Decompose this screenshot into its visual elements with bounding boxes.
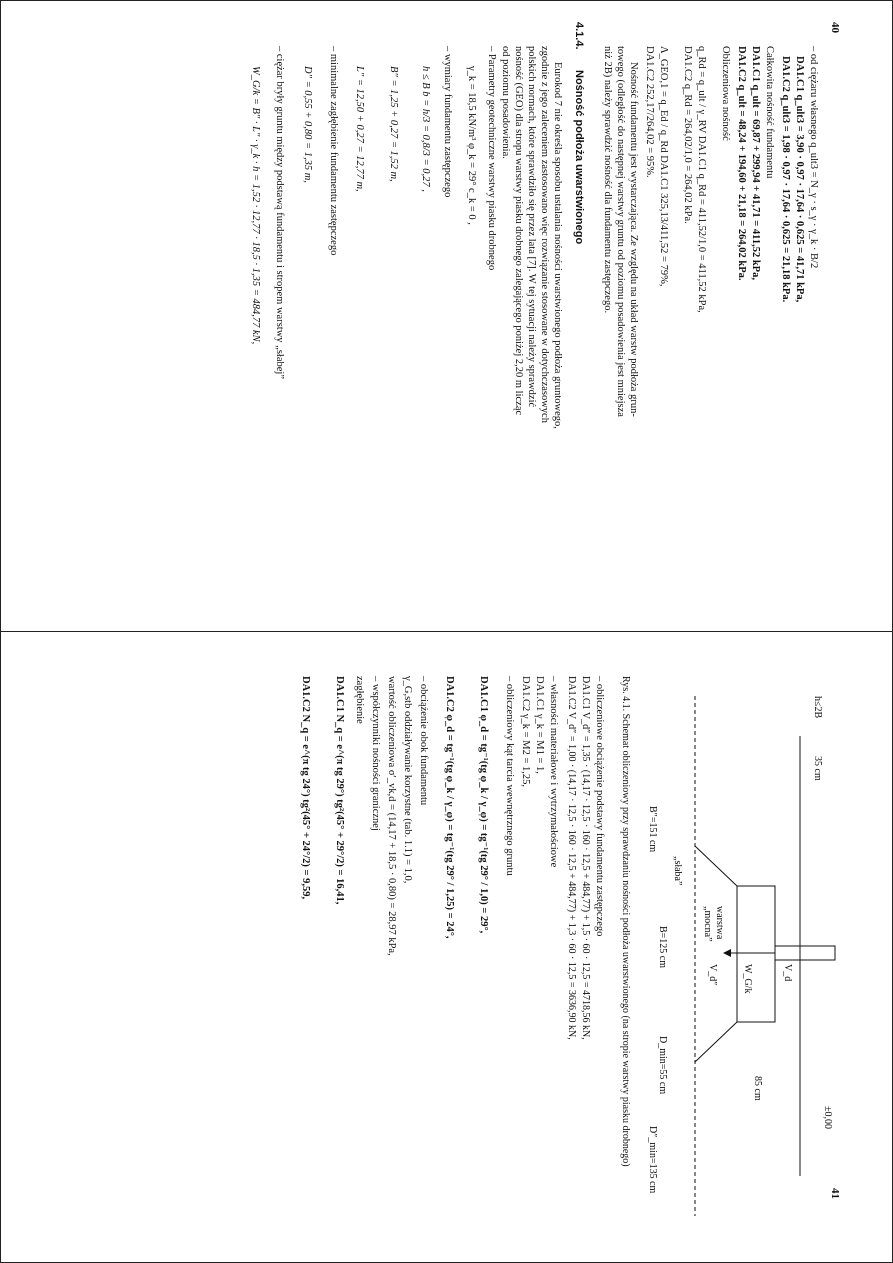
text-line: – obciążenie obok fundamentu — [418, 676, 429, 806]
text-line: DA1.C2 q_ult = 48,24 + 194,60 + 21,18 = 264,02 kPa. — [736, 46, 747, 281]
section-number: 4.1.4. — [573, 22, 585, 50]
formula-line: h ≤ B b = h/3 = 0,8/3 = 0,27 , — [420, 66, 431, 192]
text-line: – od ciężaru własnego q_ult3 = N_γ · s_γ · γ_k · B/2 — [808, 46, 819, 269]
formula-line: DA1.C1 φ_d = tg⁻¹(tg φ_k / γ_φ) = tg⁻¹(tg 29° / 1,0) = 29°, — [478, 676, 489, 934]
label-strong: „mocna” — [702, 906, 713, 942]
formula-line: DA1.C2 q_Rd = 264,02/1,0 = 264,02 kPa. — [682, 46, 693, 224]
text-line: od poziomu posadowienia. — [500, 46, 511, 159]
text-line: Eurokod 7 nie określa sposobu ustalania nośności uwarstwionego podłoża gruntowego, — [552, 62, 563, 429]
formula-line: L″ = 12,50 + 0,27 = 12,77 m, — [354, 66, 365, 192]
text-line: – minimalne zagłębienie fundamentu zastępczego — [328, 46, 339, 256]
text-line: – współczynniki nośności granicznej — [370, 676, 381, 831]
label-layer: warstwa — [714, 906, 725, 940]
page-divider — [0, 631, 893, 632]
text-line: Całkowita nośność fundamentu — [764, 46, 775, 179]
label-wg: W_G/k — [742, 964, 753, 994]
text-line: γ_G,stb oddziaływanie korzystne (tab. 1.1) = 1,0, — [402, 676, 413, 884]
column — [775, 946, 835, 960]
label-vd2: V_d″ — [707, 964, 718, 986]
label-h2b: h≤2B — [812, 696, 823, 719]
label-dmin: D_min=55 cm — [657, 1036, 668, 1095]
label-depth: 85 cm — [752, 1076, 763, 1101]
formula-line: DA1.C2 252,17/264,02 = 95%. — [644, 46, 655, 178]
label-weak: „słaba” — [672, 856, 683, 886]
formula-line: Λ_GEO,1 = q_Ed / q_Rd DA1.C1 325,13/411,52 = 79%, — [658, 46, 669, 287]
formula-line: B″ = 1,25 + 0,27 = 1,52 m, — [388, 66, 399, 182]
figure-4-1 — [645, 656, 845, 1256]
formula-line: D″ = 0,55 + 0,80 = 1,35 m, — [302, 66, 313, 183]
text-line: – obliczeniowe obciążenie podstawy fundamentu zastępczego — [594, 676, 605, 937]
label-b: B=125 cm — [657, 926, 668, 969]
label-zero: ±0,00 — [822, 1106, 833, 1129]
spread-left — [695, 846, 737, 886]
text-line: zgodnie z jego zaleceniem zastosowano więc rozwiązanie stosowane w dotychczasowych — [539, 46, 550, 423]
text-line: DA1.C2 q_ult3 = 1,98 · 0,97 · 17,64 · 0,625 = 21,18 kPa. — [780, 56, 791, 303]
text-line: – wymiary fundamentu zastępczego — [442, 46, 453, 198]
text-line: niż 2B) należy sprawdzić nośność dla fundamentu zastępczego. — [602, 46, 613, 314]
section-title: Nośność podłoża uwarstwionego — [573, 70, 585, 245]
text-line: – obliczeniowy kąt tarcia wewnętrznego gruntu — [504, 676, 515, 876]
text-line: – własności materiałowe i wytrzymałościowe — [548, 676, 559, 868]
text-line: – ciężar bryły gruntu między podstawą fundamentu i stropem warstwy „słabej” — [274, 46, 285, 379]
text-line: – Parametry geotechniczne warstwy piasku drobnego — [486, 46, 497, 271]
label-35: 35 cm — [812, 756, 823, 781]
spread-right — [695, 1022, 737, 1062]
formula-line: DA1.C1 N_q = e^(π tg 29°) tg²(45° + 29°/2) = 16,41, — [334, 676, 345, 905]
label-d2min: D″_min=135 cm — [647, 1126, 658, 1194]
label-vd: V_d — [782, 964, 793, 982]
formula-line: DA1.C1 V_d″ = 1,35 · (14,17 · 12,5 · 160 · 12,5 + 484,77) + 1,5 · 60 · 12,5 = 4718,56 kN, — [580, 676, 591, 1040]
formula-line: DA1.C2 V_d″ = 1,00 · (14,17 · 12,5 · 160 · 12,5 + 484,77) + 1,3 · 60 · 12,5 = 3636,90 kN, — [566, 676, 577, 1040]
label-b2: B″=151 cm — [647, 806, 658, 853]
formula-line: DA1.C2 φ_d = tg⁻¹(tg φ_k / γ_φ) = tg⁻¹(tg 29° / 1,25) = 24°, — [444, 676, 455, 939]
formula-line: W_G/k = B″ · L″ · γ_k · h = 1,52 · 12,77 · 18,5 · 1,35 = 484,77 kN, — [250, 66, 261, 345]
formula-line: DA1.C2 N_q = e^(π tg 24°) tg²(45° + 24°/2) = 9,59, — [300, 676, 311, 900]
text-line: Nośność fundamentu jest wystarczająca. Ze względu na układ warstw podłoża grun- — [628, 62, 639, 417]
text-line: nośność (GEO) dla stropu warstwy piasku drobnego zalegającego poniżej 2,20 m licząc — [513, 46, 524, 416]
formula-line: DA1.C1 γ_k = M1 = 1, — [534, 676, 545, 774]
page-40 — [45, 22, 845, 626]
page-number: 41 — [829, 1188, 841, 1199]
text-line: wartość obliczeniowa σ′_vk,d = (14,17 + 18,5 · 0,80) = 28,97 kPa, — [386, 676, 397, 956]
foundation-diagram — [645, 656, 845, 1256]
text-line: polskich normach, które sprawdziło się przez lata [7]. W tej sytuacji należy sprawdzić — [526, 46, 537, 408]
text-line: zagłębienie — [354, 676, 365, 724]
text-line: DA1.C1 q_ult3 = 3,90 · 0,97 · 17,64 · 0,625 = 41,71 kPa, — [794, 56, 805, 303]
figure-caption: Rys. 4.1. Schemat obliczeniowy przy sprawdzaniu nośności podłoża uwarstwionego (na stropie warstwy piasku drobnego) — [620, 676, 631, 1167]
foundation — [737, 886, 775, 1022]
formula-line: q_Rd = q_ult / γ_RV DA1.C1 q_Rd = 411,52/1,0 = 411,52 kPa, — [696, 46, 707, 313]
formula-line: γ_k = 18,5 kN/m³ φ_k = 29° c_k = 0 , — [466, 66, 477, 225]
text-line: DA1.C1 q_ult = 69,87 + 299,94 + 41,71 = 411,52 kPa, — [750, 46, 761, 280]
page-number: 40 — [829, 22, 841, 33]
formula-line: DA1.C2 γ_k = M2 = 1,25, — [520, 676, 531, 787]
text-line: Obliczeniowa nośność — [720, 46, 731, 141]
page-41 — [45, 656, 845, 1256]
text-line: towego (odległość do następnej warstwy gruntu od poziomu posadowienia jest mniejsza — [615, 46, 626, 417]
